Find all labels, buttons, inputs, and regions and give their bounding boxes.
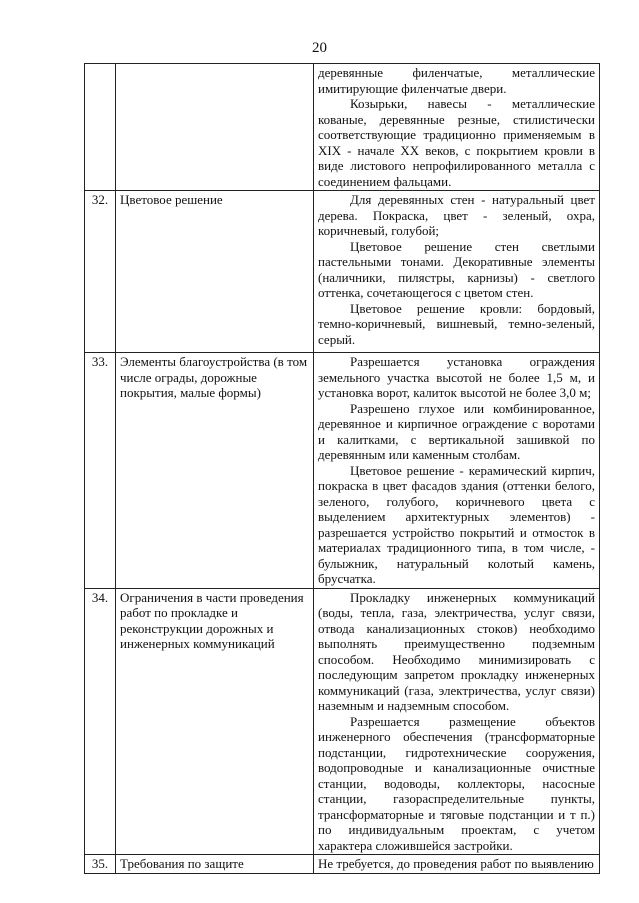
row-content-cell: [314, 191, 600, 353]
content-paragraph: Для деревянных стен - натуральный цвет дерева. Покраска, цвет - зеленый, охра, коричневый, голубой;: [318, 192, 595, 238]
content-paragraph: Цветовое решение кровли: бордовый, темно-коричневый, вишневый, темно-зеленый, серый.: [318, 300, 595, 347]
row-content-cell: [314, 588, 600, 855]
row-number-cell: 34.: [85, 588, 116, 855]
content-paragraph: Козырьки, навесы - металлические кованые, деревянные резные, стилистически соответствующие традиционно применяемым в XIX - начале XX веков, с покрытием кровли в виде листового непрофилированного металла с соединением фальцами.: [318, 96, 595, 189]
content-paragraph: Прокладку инженерных коммуникаций (воды, тепла, газа, электричества, услуг связи, отвода канализационных стоков) необходимо выполнять преимущественно подземным способом. Необходимо минимизировать с последующим запретом прокладку инженерных коммуникаций (газа, электричества, услуг связи) наземным и надземным способом.: [318, 589, 595, 713]
content-paragraph: деревянные филенчатые, металлические имитирующие филенчатые двери.: [318, 65, 595, 96]
row-label-cell: Требования по защите: [116, 855, 314, 874]
row-label-cell: Элементы благоустройства (в том числе ограды, дорожные покрытия, малые формы): [116, 353, 314, 589]
row-number-cell: 32.: [85, 191, 116, 353]
table-row: [85, 353, 600, 589]
content-paragraph: Разрешается размещение объектов инженерного обеспечения (трансформаторные подстанции, гидротехнические сооружения, водопроводные и канализационные очистные станции, водоводы, коллекторы, насосные станции, газораспределительные пункты, трансформаторные и тяговые подстанции и т п.) по индивидуальным проектам, с учетом характера сложившейся застройки.: [318, 713, 595, 853]
table-row: [85, 64, 600, 191]
table-row: [85, 855, 600, 874]
requirements-table: [84, 63, 600, 874]
row-content-cell: [314, 353, 600, 589]
content-paragraph: Цветовое решение стен светлыми пастельными тонами. Декоративные элементы (наличники, пилястры, карнизы) - светлого оттенка, сочетающегося с цветом стен.: [318, 238, 595, 300]
row-content-cell: [314, 64, 600, 191]
table-row: [85, 191, 600, 353]
content-paragraph: Разрешается установка ограждения земельного участка высотой не более 1,5 м, и установка ворот, калиток высотой не более 3,0 м;: [318, 354, 595, 400]
row-content-cell: [314, 855, 600, 874]
row-number-cell: [85, 64, 116, 191]
content-paragraph: Разрешено глухое или комбинированное, деревянное и кирпичное ограждение с воротами и калитками, с вертикальной зашивкой по деревянным или каменным столбам.: [318, 400, 595, 462]
row-label-cell: Цветовое решение: [116, 191, 314, 353]
page-number: 20: [312, 40, 327, 56]
row-label-cell: Ограничения в части проведения работ по прокладке и реконструкции дорожных и инженерных коммуникаций: [116, 588, 314, 855]
content-paragraph: Цветовое решение - керамический кирпич, покраска в цвет фасадов здания (оттенки белого, зеленого, голубого, коричневого цвета с выделением архитектурных элементов) - разрешается устройство покрытий и отмосток в материалах традиционного типа, в том числе, - булыжник, натуральный колотый камень, брусчатка.: [318, 462, 595, 586]
row-number-cell: 35.: [85, 855, 116, 874]
table-row: [85, 588, 600, 855]
row-label-cell: [116, 64, 314, 191]
row-number-cell: 33.: [85, 353, 116, 589]
content-paragraph: Не требуется, до проведения работ по выявлению: [318, 856, 594, 871]
